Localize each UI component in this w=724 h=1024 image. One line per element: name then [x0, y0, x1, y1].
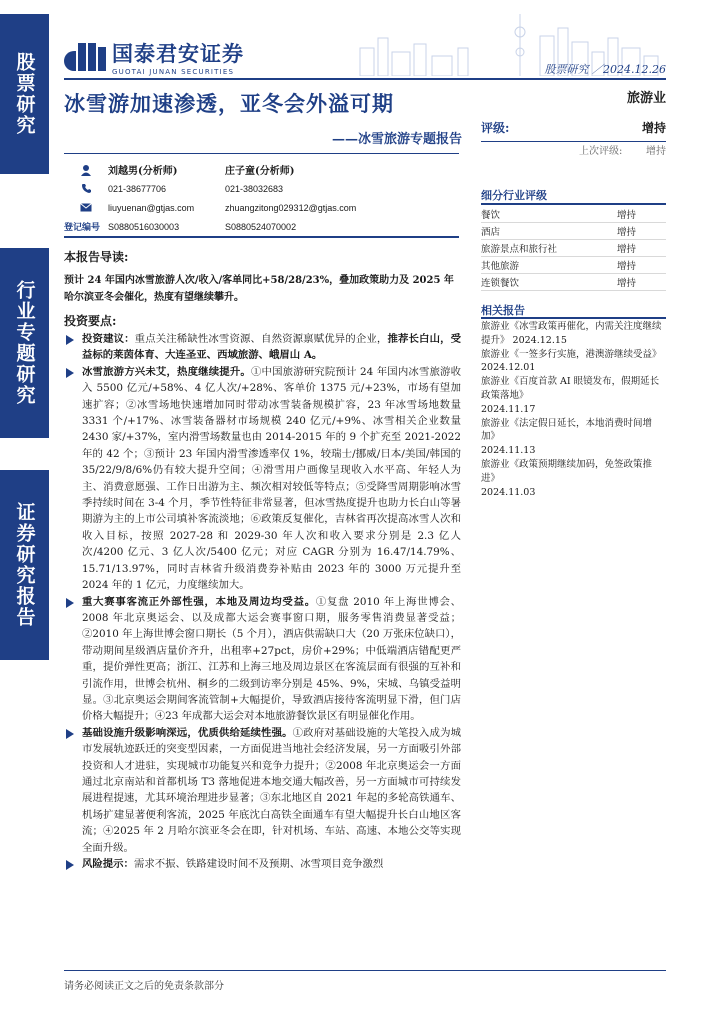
- rating-box: [481, 119, 666, 157]
- analyst-name-2: 庄子童(分析师): [225, 166, 295, 177]
- rating-divider: [481, 141, 666, 142]
- report-subtitle: ——冰雪旅游专题报告: [331, 132, 462, 147]
- report-title: 冰雪游加速渗透，亚冬会外溢可期: [64, 92, 394, 116]
- related-reports-list: [481, 320, 666, 499]
- footer-divider: [64, 970, 666, 971]
- person-icon: [64, 164, 108, 176]
- guide-text: 预计 24 年国内冰雪旅游人次/收入/客单同比+58/28/23%，叠加政策助力及 2025 年哈尔滨亚冬会催化，热度有望继续攀升。: [64, 275, 454, 303]
- sub-industry-table: [481, 206, 666, 291]
- key-point-ice-snow: 冰雪旅游方兴未艾，热度继续提升。①中国旅游研究院预计 24 年国内冰雪旅游收入 5500 亿元/+58%、4 亿人次/+28%、客单价 1375 元/+23%，市场有望加速扩容；②冰雪场地快速增加同时带动冰雪装备规模扩容，23 年冰雪场地数量 3331 个/+17%、冰雪装备器材市场规模 240 亿元/+9%、冰雪相关企业数量 2430 家/+37%，室内滑雪场数量也由 2014-2015 年的 9 个扩充至 2021-2022 年的 42 个；③预计 23 年国内滑雪渗透率仅 1%，较瑞士/挪威/日本/美国/韩国的 35/22/9/8/6%仍有较大提升空间；④滑雪用户画像呈现收入水平高、年轻人为主、消费意愿强、工作日出游为主、频次相对较低等特点；⑤受降雪周期影响冰雪季持续时间在 3-4 个月，季节性特征非常显著，但冰雪热度提升也助力长白山等暑期游为主的上市公司填补客流淡地；⑥政策反复催化，吉林省再次提高冰雪人次和收入目标，按照 2027-28 和 2029-30 年人次和收入要求分别是 2.3 亿人次/4200 亿元、3 亿人次/5400 亿元；对应 CAGR 分别为 16.47/14.79%、15.71/13.97%，同时吉林省升级消费券补贴由 2023 年的 3000 万元提升至 2024 年的 1 亿元，力度继续加大。: [64, 364, 461, 594]
- sidebar-block-stock-research: 股票研究: [0, 14, 49, 174]
- rating-value: 增持: [641, 121, 666, 135]
- prev-rating-label: 上次评级:: [579, 146, 623, 157]
- guide-heading: 本报告导读:: [64, 250, 129, 264]
- phone-icon: [64, 183, 108, 194]
- sidebar: [0, 0, 49, 1024]
- analyst-phone-2: 021-38032683: [225, 183, 284, 194]
- report-guide: [64, 248, 459, 306]
- list-item[interactable]: 旅游业《冰雪政策再催化，内需关注度继续提升》 2024.12.15: [481, 321, 662, 346]
- list-item[interactable]: 旅游业《一签多行实施，港澳游继续受益》 2024.12.01: [481, 348, 662, 374]
- analyst-email-2: zhuangzitong029312@gtjas.com: [225, 202, 357, 213]
- prev-rating-value: 增持: [646, 146, 666, 157]
- sub-industry-heading: 细分行业评级: [481, 189, 547, 202]
- key-points: [64, 331, 461, 872]
- sidebar-block-industry-topic: 行业专题研究: [0, 248, 49, 438]
- header-divider: [64, 78, 666, 80]
- analysts-bottom-divider: [64, 236, 459, 238]
- table-row: 餐饮 增持: [481, 206, 666, 223]
- sidebar-block-securities-report: 证券研究报告: [0, 470, 49, 660]
- analysts-block: [64, 160, 459, 236]
- key-point-risk: 风险提示：需求不振、铁路建设时间不及预期、冰雪项目竞争激烈: [64, 856, 461, 872]
- table-row: 酒店 增持: [481, 223, 666, 240]
- table-row: 旅游景点和旅行社 增持: [481, 240, 666, 257]
- analyst-reg-1: S0880516030003: [108, 221, 180, 232]
- analyst-email-1: liuyuenan@gtjas.com: [108, 202, 195, 213]
- key-point-infrastructure: 基础设施升级影响深远，优质供给延续性强。①政府对基础设施的大笔投入成为城市发展轨迹跃迁的突变型因素，一方面促进当地社会经济发展，另一方面吸引外部投资和人才进驻，实现城市功能复兴和竞争力提升；②2008 年北京奥运会一方面通过北京南站和首都机场 T3 落地促进本地交通大幅改善，另一方面城市可持续发展进程提速，尤其环境治理进步显著；③东北地区自 2021 年起的多轮高铁通车、机场扩建显著便利客流，2025 年底沈白高铁全面通车有望大幅提升长白山地区客流；④2025 年 2 月哈尔滨亚冬会在即，针对机场、车站、高速、本地公交等实现全面升级。: [64, 725, 461, 856]
- sub-industry-divider: [481, 203, 666, 205]
- logo-text-cn: 国泰君安证券: [112, 42, 244, 66]
- table-row: 其他旅游 增持: [481, 257, 666, 274]
- industry-label: 旅游业: [626, 91, 666, 106]
- rating-label: 评级:: [481, 121, 510, 135]
- company-logo: [64, 38, 244, 76]
- list-item[interactable]: 旅游业《法定假日延长，本地消费时间增加》 2024.11.13: [481, 417, 653, 457]
- email-icon: [64, 203, 108, 212]
- analyst-name-1: 刘越男(分析师): [108, 166, 178, 177]
- list-item[interactable]: 旅游业《政策预期继续加码，免签政策推进》 2024.11.03: [481, 458, 653, 498]
- list-item[interactable]: 旅游业《百度首款 AI 眼镜发布，假期延长政策落地》 2024.11.17: [481, 376, 660, 415]
- key-points-heading: 投资要点:: [64, 314, 117, 328]
- disclaimer-note: 请务必阅读正文之后的免责条款部分: [64, 981, 224, 992]
- report-category-date: 股票研究 ／2024.12.26: [544, 63, 666, 76]
- table-row: 连锁餐饮 增持: [481, 274, 666, 291]
- related-reports-divider: [481, 317, 666, 319]
- related-reports-heading: 相关报告: [481, 304, 525, 317]
- analyst-phone-1: 021-38677706: [108, 183, 167, 194]
- key-point-investment: 投资建议：重点关注稀缺性冰雪资源、自然资源禀赋优异的企业，推荐长白山，受益标的莱茵体育、大连圣亚、西域旅游、峨眉山 A。: [64, 331, 461, 364]
- registration-label: 登记编号: [64, 222, 101, 232]
- analyst-reg-2: S0880524070002: [225, 221, 297, 232]
- logo-mark-icon: [64, 43, 106, 71]
- logo-text-en: GUOTAI JUNAN SECURITIES: [112, 68, 235, 76]
- key-point-events: 重大赛事客流正外部性强，本地及周边均受益。①复盘 2010 年上海世博会、2008 年北京奥运会、以及成都大运会赛事窗口期，服务零售消费显著受益；②2010 年上海世博会窗口期长（5 个月），酒店供需缺口大（20 万张床位缺口），带动期间星级酒店量价齐升，出租率+27pct，房价+29%；中低端酒店错配更严重，提价弹性更高；浙江、江苏和上海三地及周边景区在客流层面有很强的互补和引流作用，世博会杭州、桐乡的二级到访率分别是 45%、9%，宋城、乌镇受益明显。③北京奥运会期间客流管制+大幅提价，导致酒店接待客流明显下滑，但门店价格大幅提升；④23 年成都大运会对本地旅游餐饮景区有明显催化作用。: [64, 594, 461, 725]
- analysts-top-divider: [64, 153, 459, 154]
